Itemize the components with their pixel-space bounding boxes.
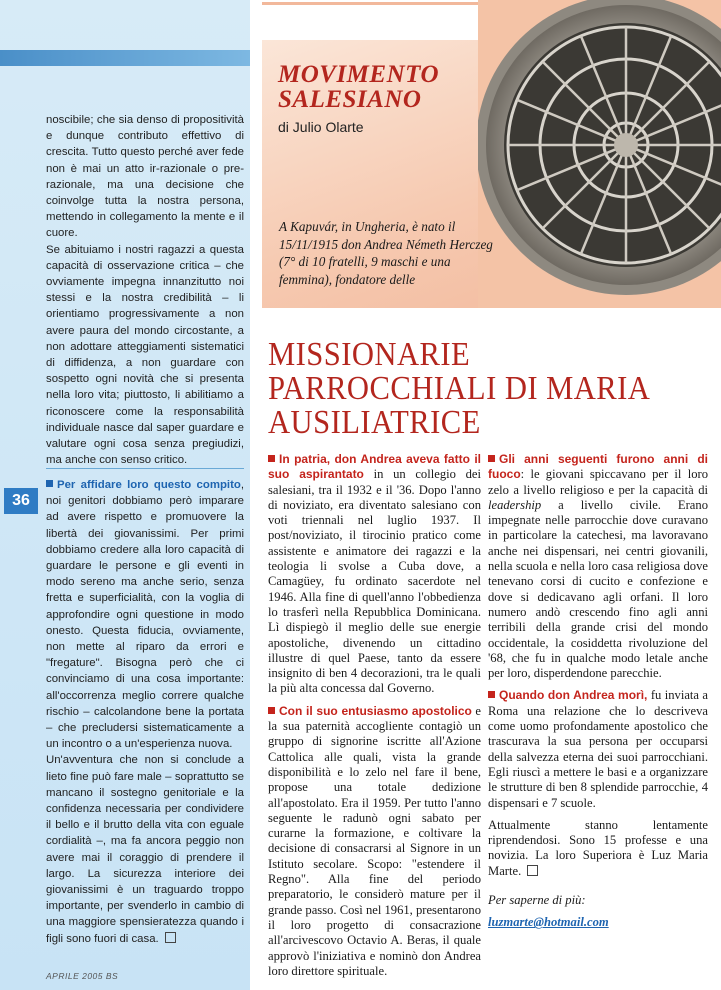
end-mark-icon (165, 932, 176, 943)
blue-square-icon (46, 480, 53, 487)
col2-paragraph-1 (488, 452, 708, 681)
contact-label: Per saperne di più: (488, 893, 586, 908)
col2-paragraph-2 (488, 688, 708, 810)
red-square-icon (488, 691, 495, 698)
col1-paragraph-2 (268, 704, 481, 979)
col2-lead-in-1: Gli anni seguenti furono anni di fuoco (488, 452, 708, 482)
contact-email-line (488, 915, 708, 930)
left-paragraph-1: noscibile; che sia denso di propositività e dunque contributo effettivo di crescita. Tutto questo perché aver fede non è mai un atto ir-razionale o pre-razionale, ma una decisione che coinvolge tutta la nostra persona, mettendo in collegamento la mente e il cuore. (46, 114, 244, 240)
page-footer: APRILE 2005 BS (46, 971, 119, 981)
contact-email-link[interactable]: luzmarte@hotmail.com (488, 915, 609, 930)
intro-text: A Kapuvár, in Ungheria, è nato il 15/11/1915 don Andrea Németh Herczeg (7° di 10 fratelli, 9 maschi e una femmina), fondatore delle (279, 219, 493, 287)
col2-paragraph-1a: : le giovani spiccavano per il loro zelo a livello religioso e per la capacità di (488, 467, 708, 497)
main-title: MISSIONARIE PARROCCHIALI DI MARIA AUSILIATRICE (268, 336, 649, 441)
red-square-icon (268, 455, 275, 462)
left-header-bar (0, 50, 250, 66)
rose-window-image (478, 0, 721, 308)
col2-italic-word: leadership (488, 497, 542, 512)
col2-paragraph-2-text: fu inviata a Roma una relazione che lo descriveva come uomo profondamente apostolico che trascurava la sua persona per occuparsi della salvezza eterna dei suoi parrocchiani. Egli riuscì a mettere le basi e a organizzare le strutture di ben 8 splendide parrocchie, 4 dispensari e 7 scuole. (488, 688, 709, 810)
left-divider (46, 468, 244, 469)
left-paragraph-3 (46, 477, 244, 752)
left-article-continuation (46, 112, 244, 468)
left-paragraph-2: Se abituiamo i nostri ragazzi a questa capacità di osservazione critica – che ovviamente impegna innanzitutto noi stessi e la nostra credibilità – li orientiamo progressivamente a non avere paura del mondo circostante, a non adottare atteggiamenti sistematici di diffidenza, a non guardare con sospetto ogni novità che si presenta nella loro vita; piuttosto, li abilitiamo a riconoscere come la responsabilità individuale nasce dal saper guardare e valutare ogni cosa senza pregiudizi, ma anche con senso critico. (46, 243, 244, 467)
section-title: MOVIMENTO SALESIANO (278, 61, 440, 113)
col1-lead-in-2: Con il suo entusiasmo apostolico (279, 703, 472, 718)
page-number-badge: 36 (4, 488, 38, 514)
col1-paragraph-1-text: in un collegio dei salesiani, tra il 1932 e il '36. Dopo l'anno di noviziato, era diventato salesiano con voti triennali nel luglio 1937. Il post/noviziato, il tirocinio pratico come assistente e animatore dei ragazzi e la teologia li svolse a Cuba dove, a Camagüey, fu ordinato sacerdote nel 1946. Alla fine di quell'anno l'obbedienza lo trasferì nella Repubblica Dominicana. Lì dispiegò il meglio delle sue energie apostoliche, divenendo un cittadino illustre di quel Paese, tanto da essere insignito di ben 4 decorazioni, tra le quali la più alta concessa dal Governo. (268, 467, 481, 696)
left-article-section (46, 477, 244, 947)
col2-paragraph-3 (488, 818, 708, 879)
col2-paragraph-3-text: Attualmente stanno lentamente riprendendosi. Sono 15 professe e una novizia. La loro Superiora è Luz Maria Marte. (488, 817, 708, 878)
article-column-1 (268, 452, 481, 986)
article-column-2 (488, 452, 708, 938)
author-byline: di Julio Olarte (278, 119, 364, 135)
col2-lead-in-2: Quando don Andrea morì, (499, 688, 648, 703)
col1-paragraph-2-text: e la sua paternità accogliente contagiò un gruppo di signorine iscritte all'Azione Cattolica alle quali, vista la grande disponibilità e lo zelo nel fare il bene, propose una totale dedizione all'apostolato. Era il 1959. Per tutto l'anno seguente le radunò ogni sabato per curarne la formazione, e coltivare la decisione di consacrarsi al Signore in un Istituto secolare. Scopo: "estendere il Regno". Alla fine del periodo preparatorio, le considerò mature per il grande passo. Così nel 1961, presentarono il loro progetto di consacrazione all'arcivescovo Octavio A. Beras, il quale approvò l'iniziativa e nominò don Andrea loro direttore spirituale. (268, 703, 481, 978)
left-lead-in: Per affidare loro questo compito (57, 479, 241, 491)
rose-window-icon (478, 0, 721, 308)
col2-paragraph-1b: a livello civile. Erano impegnate nelle parrocchie dove curavano in particolare la catechesi, ma lavoravano anche nei dispensari, nei centri giovanili, nella scuola e nella loro casa religiosa dove tenevano corsi di cucito e confezione e dove si dedicavano agli orfani. Il loro numero andò crescendo fino agli anni terribili della grande crisi del mondo occidentale, la cosiddetta rivoluzione del '68, che fu in qualche modo letale anche per loro, disperdendone parecchie. (488, 497, 708, 681)
left-paragraph-4-text: Un'avventura che non si conclude a lieto fine può fare male – soprattutto se mancano il sostegno genitoriale e la confidenza necessaria per condividere il bello e il brutto della vita con eguale cordialità –, ma fa ancora peggio non avere mai il coraggio di prendere il largo. La sicurezza interiore dei giovanissimi è un traguardo troppo importante, per svenderlo in cambio di una maggiore spensieratezza quando i figli sono fuori di casa. (46, 754, 244, 945)
col1-paragraph-1 (268, 452, 481, 697)
red-square-icon (488, 455, 495, 462)
red-square-icon (268, 707, 275, 714)
end-mark-icon (527, 865, 538, 876)
left-paragraph-4 (46, 752, 244, 946)
col1-lead-in-1: In patria, don Andrea aveva fatto il suo aspirantato (268, 452, 481, 482)
left-paragraph-3-text: , noi genitori dobbiamo però imparare ad avere rispetto e promuovere la libertà dei giovanissimi. Per primi dobbiamo credere alla loro capacità di guardare le persone e gli eventi in modo sereno ma anche serio, senza fretta e superficialità, con la voglia di approfondire ogni questione in modo onesto. Questa fiducia, ovviamente, non mette al riparo da errori e "fregature". Bisogna però che ci convinciamo di una cosa importante: all'occorrenza meglio correre qualche rischio – calcolandone bene la portata – che precludersi sistematicamente a un incontro o a un'esperienza nuova. (46, 479, 244, 751)
